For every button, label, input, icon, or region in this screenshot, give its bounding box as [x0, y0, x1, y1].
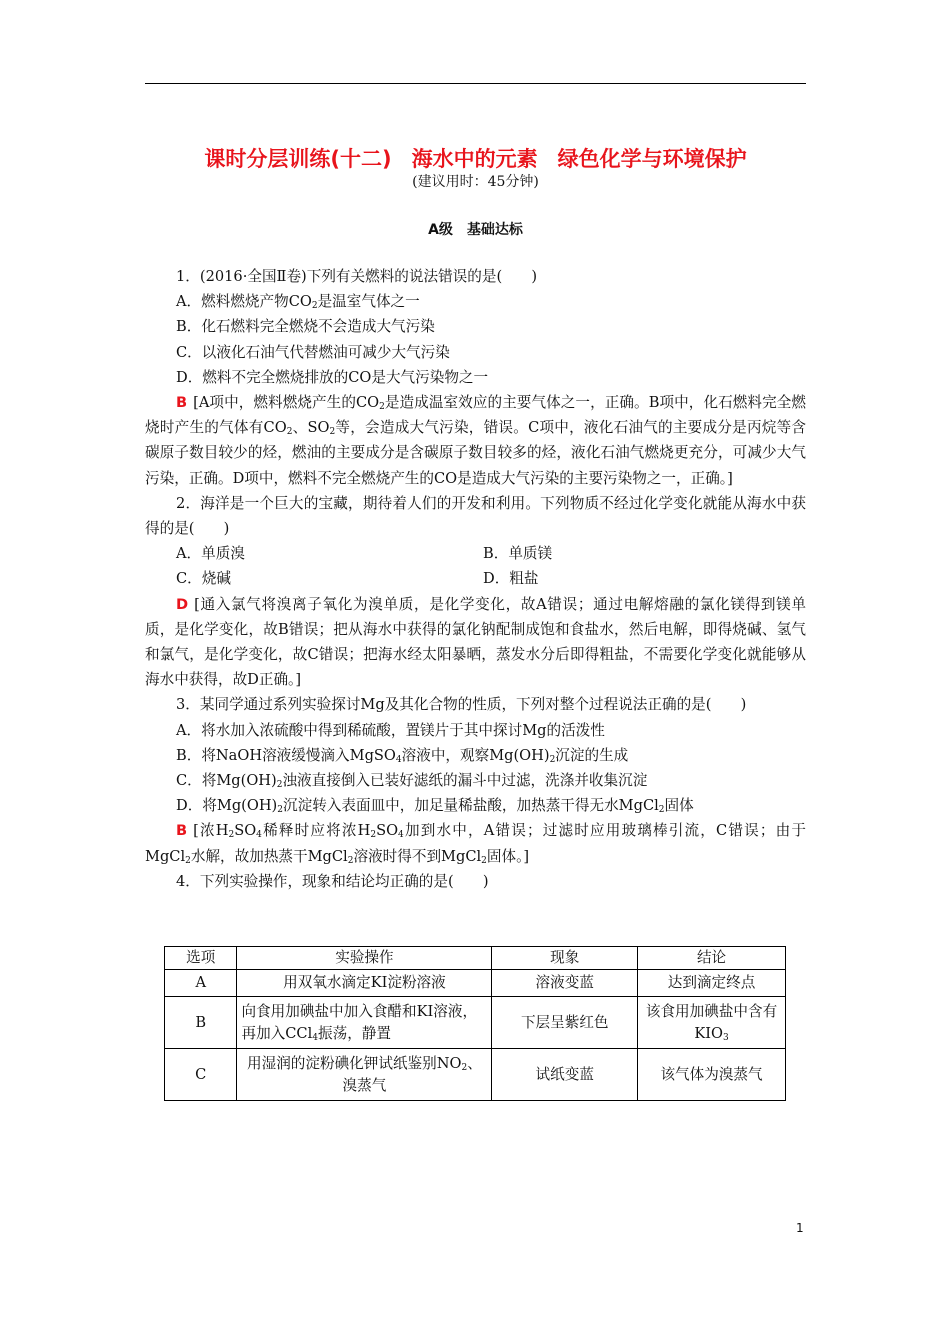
title-part-3: 绿色化学与环境保护	[557, 147, 747, 171]
header-rule	[145, 83, 806, 84]
q1-stem: 1．(2016·全国Ⅱ卷)下列有关燃料的说法错误的是( )	[176, 268, 538, 285]
table-cell: A	[165, 970, 237, 997]
q3-option-d: D．将$Mg(OH)_2$沉淀转入表面皿中，加足量稀盐酸，加热蒸干得无水MgCl$_2$固体	[176, 797, 694, 816]
table-header-row	[165, 947, 786, 970]
q2-stem: 2．海洋是一个巨大的宝藏，期待着人们的开发和利用。下列物质不经过化学变化就能从海水中获得的是( )	[145, 494, 806, 538]
suggested-time: (建议用时：45分钟)	[412, 174, 539, 190]
title-part-2: 海水中的元素	[411, 147, 538, 171]
q1-option-a: A．燃料燃烧产物$CO_2$是温室气体之一	[176, 293, 420, 312]
q2-option-d: D．粗盐	[483, 570, 539, 588]
q1-option-d: D．燃料不完全燃烧排放的CO是大气污染物之一	[176, 368, 489, 386]
level-heading: A级 基础达标	[428, 222, 523, 238]
table-cell: 该食用加碘盐中含有$KIO_3$	[638, 997, 786, 1049]
table-header-cell: 实验操作	[237, 947, 492, 970]
q1-option-c: C．以液化石油气代替燃油可减少大气污染	[176, 343, 450, 361]
table-cell: 溶液变蓝	[492, 970, 638, 997]
page-number: 1	[796, 1221, 804, 1235]
q2-options-row-2	[145, 566, 806, 591]
q2-option-c: C．烧碱	[176, 570, 231, 588]
table-header-cell: 选项	[165, 947, 237, 970]
table-cell: 达到滴定终点	[638, 970, 786, 997]
table-cell: 用双氧水滴定KI淀粉溶液	[237, 970, 492, 997]
q3-stem: 3．某同学通过系列实验探讨Mg及其化合物的性质，下列对整个过程说法正确的是( )	[176, 696, 747, 714]
q2-option-a: A．单质溴	[176, 545, 245, 563]
table-cell: 试纸变蓝	[492, 1049, 638, 1101]
question-content	[145, 264, 806, 894]
table-cell: 向食用加碘盐中加入食醋和KI溶液，再加入CCl$_4$振荡，静置	[237, 997, 492, 1049]
table-header-cell: 结论	[638, 947, 786, 970]
q3-option-b: B．将NaOH溶液缓慢滴入MgSO$_4$溶液中，观察$Mg(OH)_2$沉淀的生成	[176, 746, 629, 765]
table-cell: 用湿润的淀粉碘化钾试纸鉴别$NO_2$、溴蒸气	[237, 1049, 492, 1101]
q1-explanation: B [A项中，燃料燃烧产生的$CO_2$是造成温室效应的主要气体之一，正确。B项中，化石燃料完全燃烧时产生的气体有$CO_2$、$SO_2$等，会造成大气污染，错误。C项中，液化石油气的主要成分是丙烷等含碳原子数目较少的烃，燃油的主要成分是含碳原子数目较多的烃，液化石油气燃烧更充分，可减少大气污染，正确。D项中，燃料不完全燃烧产生的CO是造成大气污染的主要污染物之一，正确。]	[145, 394, 807, 487]
table-cell: 下层呈紫红色	[492, 997, 638, 1049]
q3-explanation: B [浓$H_2SO_4$稀释时应将浓$H_2SO_4$加到水中，A错误；过滤时应用玻璃棒引流，C错误；由于MgCl$_2$水解，故加热蒸干MgCl$_2$溶液时得不到MgCl$_2$固体。]	[145, 822, 806, 866]
table-cell: B	[165, 997, 237, 1049]
q2-explanation: D [通入氯气将溴离子氧化为溴单质，是化学变化，故A错误；通过电解熔融的氯化镁得到镁单质，是化学变化，故B错误；把从海水中获得的氯化钠配制成饱和食盐水，然后电解，即得烧碱、氢气和氯气，是化学变化，故C错误；把海水经太阳暴晒，蒸发水分后即得粗盐，不需要化学变化就能够从海水中获得，故D正确。]	[145, 595, 806, 689]
q1-option-b: B．化石燃料完全燃烧不会造成大气污染	[176, 318, 435, 336]
table-row	[165, 1049, 786, 1101]
q4-table	[164, 946, 786, 1101]
q3-option-a: A．将水加入浓硫酸中得到稀硫酸，置镁片于其中探讨Mg的活泼性	[176, 721, 605, 739]
table-cell: C	[165, 1049, 237, 1101]
q4-stem: 4．下列实验操作，现象和结论均正确的是( )	[176, 872, 489, 890]
q2-options-row-1	[145, 541, 806, 566]
table-row	[165, 997, 786, 1049]
q2-option-b: B．单质镁	[483, 545, 553, 563]
q1-answer: B	[176, 394, 188, 412]
q2-answer: D	[176, 595, 189, 613]
q3-answer: B	[176, 822, 188, 840]
table-cell: 该气体为溴蒸气	[638, 1049, 786, 1101]
page-title	[145, 143, 806, 173]
q3-option-c: C．将$Mg(OH)_2$浊液直接倒入已装好滤纸的漏斗中过滤，洗涤并收集沉淀	[176, 772, 648, 791]
table-row	[165, 970, 786, 997]
title-part-1: 课时分层训练(十二)	[204, 147, 392, 171]
table-header-cell: 现象	[492, 947, 638, 970]
